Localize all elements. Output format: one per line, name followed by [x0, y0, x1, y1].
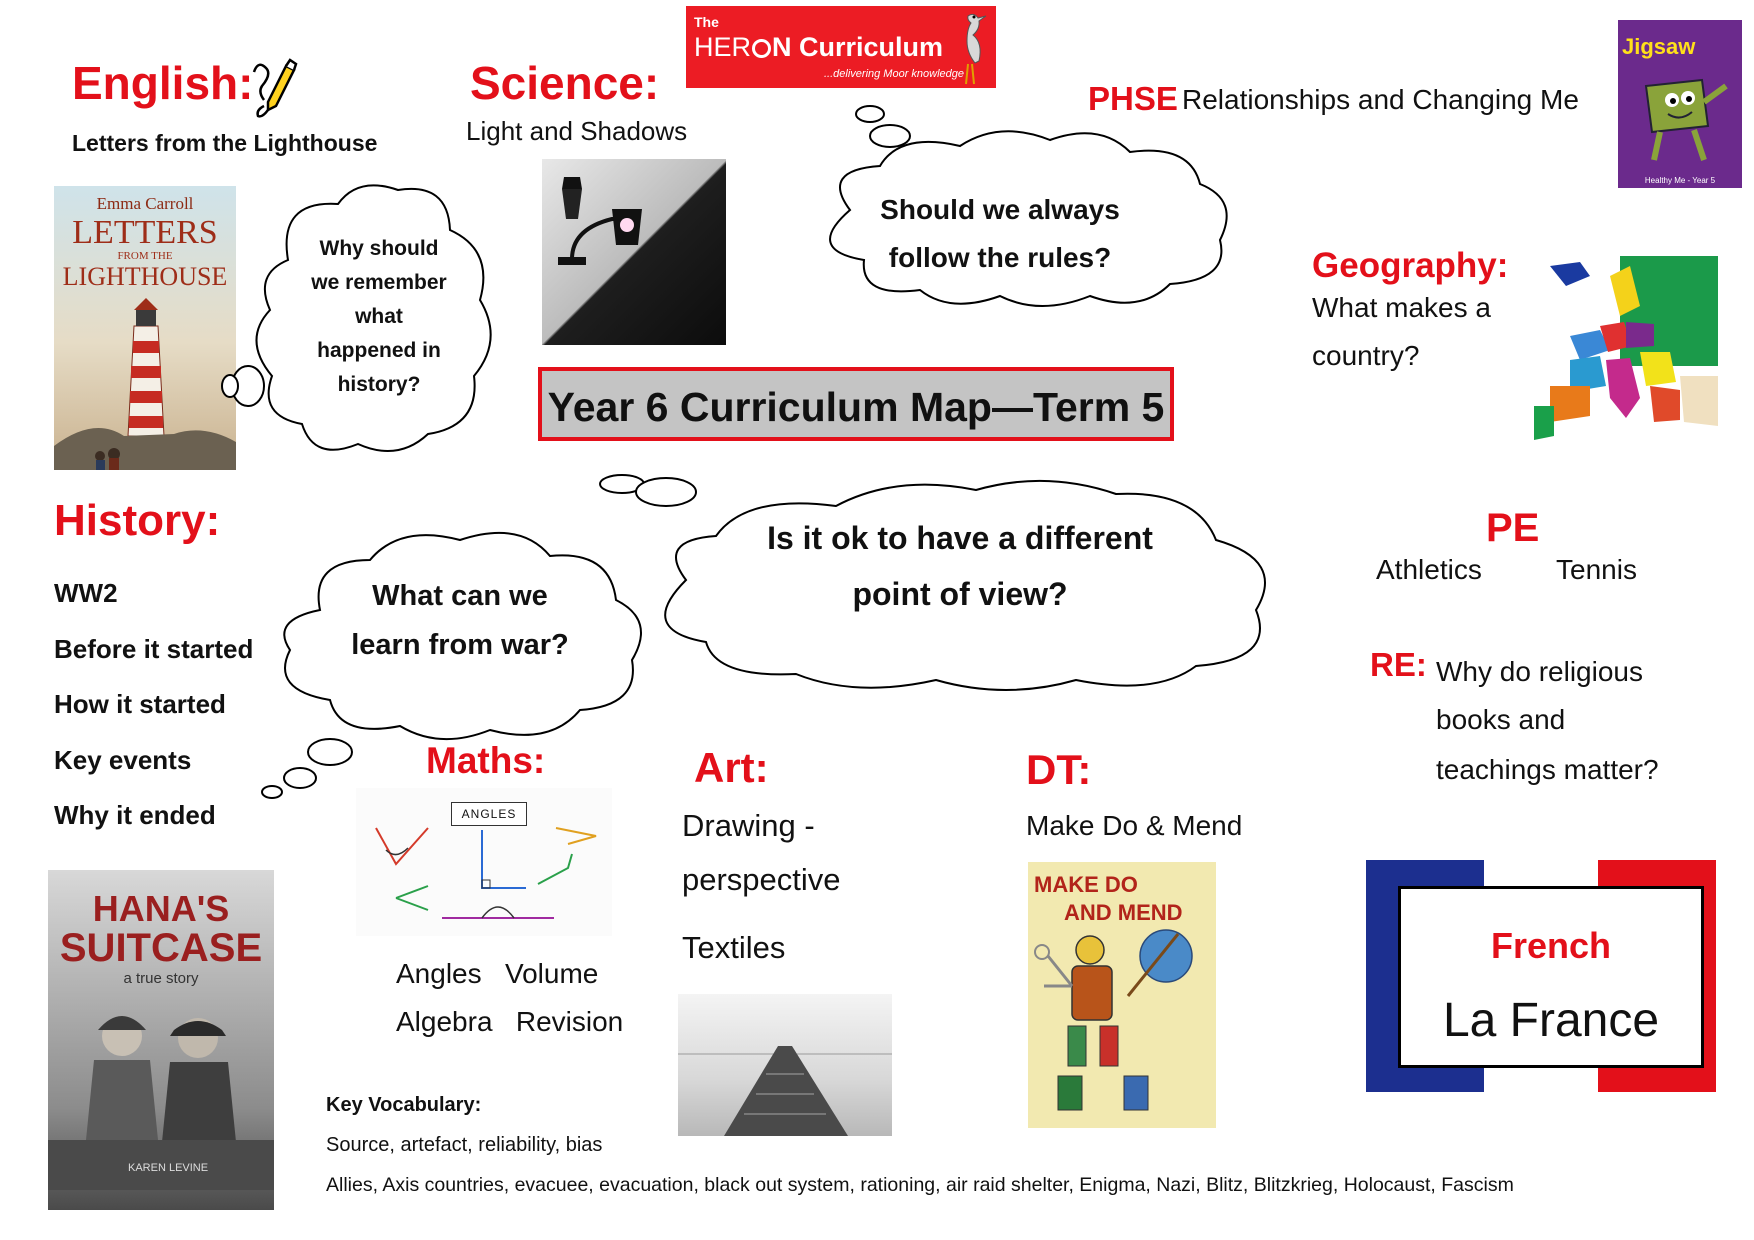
phse-topic: Relationships and Changing Me: [1182, 84, 1579, 115]
art-line2: perspective: [682, 862, 841, 897]
geography-line1: What makes a: [1312, 292, 1491, 323]
letters-from-lighthouse-cover: [54, 186, 236, 470]
art-line1: Drawing -: [682, 808, 815, 843]
cotton-reel-man-icon: [1028, 926, 1216, 1128]
angles-diagram: [356, 788, 612, 936]
french-card: [1398, 886, 1704, 1068]
french-flag: [1366, 860, 1716, 1092]
history-item: WW2: [54, 578, 118, 608]
geography-heading: Geography:: [1312, 246, 1509, 285]
maths-line1: Angles Volume: [396, 958, 599, 989]
cover-title-line2: FROM THE: [117, 250, 173, 262]
angles-icon: [356, 788, 612, 936]
cover-title-line1: LETTERS: [72, 214, 218, 251]
geography-line2: country?: [1312, 340, 1420, 371]
dt-heading: DT:: [1026, 746, 1092, 793]
art-line3: Textiles: [682, 930, 786, 965]
re-heading: RE:: [1370, 646, 1427, 683]
cloud-view-text: Is it ok to have a different point of view?: [767, 520, 1153, 612]
vocab-line1: Source, artefact, reliability, bias: [326, 1134, 603, 1156]
cover-author: KAREN LEVINE: [128, 1162, 209, 1174]
english-heading: English:: [72, 57, 254, 109]
re-line1: Why do religious: [1436, 656, 1643, 687]
pe-item: Athletics: [1376, 554, 1482, 585]
jigsaw-character-icon: [1632, 66, 1730, 166]
cover-author: Emma Carroll: [96, 194, 194, 213]
cloud-remember-text: Why should we remember what happened in history?: [311, 237, 447, 396]
cover-title1: HANA'S: [92, 888, 230, 929]
poster-line2: AND MEND: [1064, 900, 1183, 925]
logo-tagline: ...delivering Moor knowledge: [824, 68, 965, 80]
jigsaw-brand: Jigsaw: [1622, 34, 1696, 59]
logo-the: The: [694, 14, 719, 30]
science-heading: Science:: [470, 57, 660, 109]
pe-item: Tennis: [1556, 554, 1637, 585]
make-do-and-mend-poster: [1028, 862, 1216, 1128]
logo-name: HER N Curriculum: [694, 32, 944, 62]
hanas-suitcase-cover: [48, 870, 274, 1210]
history-heading: History:: [54, 496, 221, 545]
science-topic: Light and Shadows: [466, 116, 688, 146]
vocab-line2: Allies, Axis countries, evacuee, evacuation, black out system, rationing, air raid shelter, Enigma, Nazi, Blitz, Blitzkrieg, Holocaust, Fascism: [326, 1174, 1514, 1196]
cloud-war-text: What can we learn from war?: [351, 580, 569, 661]
europe-map: [1530, 256, 1718, 442]
cover-title2: SUITCASE: [59, 926, 263, 970]
dt-topic: Make Do & Mend: [1026, 810, 1243, 841]
jigsaw-caption: Healthy Me - Year 5: [1644, 176, 1716, 185]
history-item: How it started: [54, 689, 226, 719]
cover-subtitle: a true story: [123, 970, 199, 987]
street-lamp-icon: [542, 159, 726, 345]
pier-icon: [678, 994, 892, 1136]
maths-line2: Algebra Revision: [396, 1006, 624, 1037]
jigsaw-cover: [1618, 20, 1742, 188]
phse-heading: PHSE: [1088, 80, 1178, 117]
re-line3: teachings matter?: [1436, 754, 1659, 785]
vocab-heading: Key Vocabulary:: [326, 1094, 482, 1116]
french-heading: French: [1490, 925, 1612, 966]
history-item: Before it started: [54, 634, 254, 664]
heron-icon: [948, 10, 992, 86]
re-line2: books and: [1436, 704, 1566, 735]
french-topic: La France: [1442, 994, 1660, 1047]
maths-heading: Maths:: [426, 740, 546, 781]
pe-heading: PE: [1486, 506, 1540, 550]
cloud-rules-text: Should we always follow the rules?: [880, 194, 1120, 273]
page-title-box: [538, 367, 1174, 441]
science-shadow-photo: [542, 159, 726, 345]
lighthouse-illustration: [54, 296, 236, 470]
history-item: Why it ended: [54, 800, 216, 830]
heron-logo: [686, 6, 996, 88]
poster-line1: MAKE DO: [1034, 872, 1138, 897]
art-heading: Art:: [694, 744, 769, 791]
history-item: Key events: [54, 745, 192, 775]
cover-title-line3: LIGHTHOUSE: [62, 262, 228, 291]
logo-o-icon: [752, 39, 771, 58]
pencil-icon: [248, 58, 298, 124]
page-title: Year 6 Curriculum Map—Term 5: [547, 384, 1165, 430]
english-book-title: Letters from the Lighthouse: [72, 130, 378, 156]
pier-perspective-photo: [678, 994, 892, 1136]
europe-map-icon: [1530, 256, 1718, 442]
angles-label: ANGLES: [451, 802, 527, 826]
